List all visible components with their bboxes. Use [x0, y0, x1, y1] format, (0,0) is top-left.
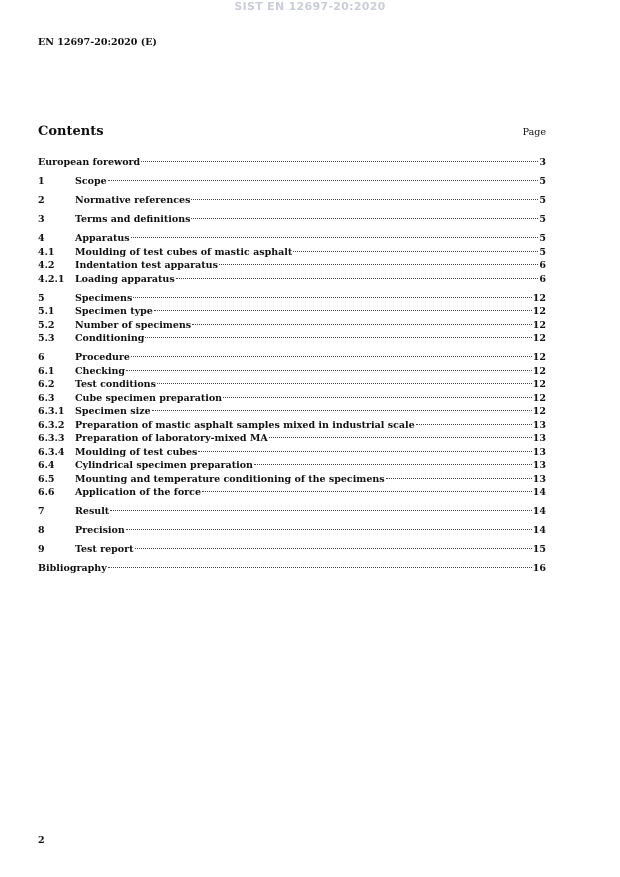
table-of-contents — [38, 156, 546, 576]
dot-leader — [191, 199, 538, 200]
toc-entry-number: 6.1 — [38, 365, 55, 377]
toc-entry-page: 3 — [539, 157, 546, 168]
dot-leader — [131, 356, 532, 357]
dot-leader — [131, 237, 539, 238]
toc-entry-number: 3 — [38, 214, 45, 225]
toc-entry-number: 5.2 — [38, 319, 55, 331]
toc-entry-title: Preparation of laboratory-mixed MA — [75, 433, 268, 444]
dot-leader — [110, 510, 532, 511]
toc-entry-page: 6 — [539, 273, 546, 285]
toc-entry-page: 5 — [539, 246, 546, 258]
toc-entry-number: 6.2 — [38, 379, 55, 390]
toc-entry[interactable] — [38, 305, 546, 319]
toc-entry-title: Moulding of test cubes of mastic asphalt — [75, 246, 293, 258]
toc-entry[interactable] — [38, 459, 546, 473]
dot-leader — [157, 383, 532, 384]
toc-entry-page: 12 — [532, 333, 546, 344]
dot-leader — [416, 424, 532, 425]
toc-entry-number: 6.4 — [38, 460, 55, 471]
toc-entry-number: 6.3 — [38, 392, 55, 404]
toc-entry-number: 5.3 — [38, 333, 55, 344]
toc-entry[interactable] — [38, 194, 546, 208]
toc-entry-page: 14 — [532, 487, 546, 498]
toc-entry[interactable] — [38, 473, 546, 487]
dot-leader — [198, 451, 531, 452]
toc-entry-title: European foreword — [38, 157, 141, 168]
toc-entry[interactable] — [38, 156, 546, 170]
dot-leader — [386, 478, 532, 479]
toc-entry[interactable] — [38, 273, 546, 287]
toc-entry-number: 6 — [38, 352, 45, 363]
toc-entry-number: 2 — [38, 195, 45, 206]
toc-entry-title: Preparation of mastic asphalt samples mixed in industrial scale — [75, 419, 415, 431]
toc-entry-number: 4.2.1 — [38, 273, 65, 285]
document-id-header: EN 12697-20:2020 (E) — [38, 37, 157, 48]
toc-entry[interactable] — [38, 405, 546, 419]
toc-entry[interactable] — [38, 351, 546, 365]
toc-entry-page: 5 — [539, 233, 546, 244]
dot-leader — [126, 370, 532, 371]
toc-entry[interactable] — [38, 213, 546, 227]
toc-entry-title: Checking — [75, 365, 126, 377]
toc-entry[interactable] — [38, 419, 546, 433]
toc-entry-title: Cylindrical specimen preparation — [75, 460, 253, 471]
toc-entry-title: Cube specimen preparation — [75, 392, 223, 404]
dot-leader — [219, 264, 538, 265]
toc-entry-number: 6.6 — [38, 487, 55, 498]
dot-leader — [126, 529, 532, 530]
toc-entry[interactable] — [38, 365, 546, 379]
toc-entry-title: Specimen size — [75, 406, 151, 417]
dot-leader — [152, 410, 532, 411]
dot-leader — [176, 278, 539, 279]
toc-entry-number: 6.3.3 — [38, 433, 65, 444]
toc-entry-number: 5.1 — [38, 306, 55, 317]
toc-entry-page: 12 — [532, 319, 546, 331]
toc-entry-title: Indentation test apparatus — [75, 260, 218, 271]
toc-entry-page: 16 — [532, 563, 546, 574]
toc-entry[interactable] — [38, 486, 546, 500]
toc-entry-title: Normative references — [75, 195, 191, 206]
toc-entry-page: 15 — [532, 544, 546, 555]
page-column-heading: Page — [522, 127, 546, 138]
dot-leader — [141, 161, 538, 162]
toc-entry-number: 5 — [38, 292, 45, 304]
toc-entry-page: 13 — [532, 446, 546, 458]
toc-entry-page: 6 — [539, 260, 546, 271]
dot-leader — [145, 337, 531, 338]
toc-entry-page: 12 — [532, 292, 546, 304]
toc-entry[interactable] — [38, 378, 546, 392]
toc-entry-page: 12 — [532, 352, 546, 363]
toc-entry[interactable] — [38, 259, 546, 273]
toc-entry-title: Scope — [75, 176, 107, 187]
toc-entry-page: 12 — [532, 379, 546, 390]
toc-entry-number: 6.3.2 — [38, 419, 65, 431]
toc-entry[interactable] — [38, 246, 546, 260]
dot-leader — [154, 310, 532, 311]
dot-leader — [254, 464, 532, 465]
toc-entry[interactable] — [38, 292, 546, 306]
toc-entry-title: Specimen type — [75, 306, 153, 317]
toc-entry-title: Procedure — [75, 352, 130, 363]
toc-entry-page: 13 — [532, 419, 546, 431]
toc-entry-number: 6.3.1 — [38, 406, 65, 417]
toc-entry-title: Moulding of test cubes — [75, 446, 198, 458]
toc-entry-title: Result — [75, 506, 110, 517]
toc-entry-page: 5 — [539, 195, 546, 206]
dot-leader — [108, 180, 539, 181]
toc-entry-title: Mounting and temperature conditioning of the specimens — [75, 473, 385, 485]
toc-entry[interactable] — [38, 543, 546, 557]
toc-entry-number: 1 — [38, 176, 45, 187]
dot-leader — [269, 437, 532, 438]
toc-entry-page: 12 — [532, 365, 546, 377]
toc-entry[interactable] — [38, 446, 546, 460]
dot-leader — [223, 397, 532, 398]
dot-leader — [293, 251, 538, 252]
toc-entry-page: 5 — [539, 214, 546, 225]
toc-entry-page: 13 — [532, 460, 546, 471]
toc-entry[interactable] — [38, 319, 546, 333]
toc-entry-number: 6.5 — [38, 473, 55, 485]
toc-entry-page: 12 — [532, 392, 546, 404]
toc-entry[interactable] — [38, 505, 546, 519]
toc-entry[interactable] — [38, 562, 546, 576]
toc-entry-number: 8 — [38, 525, 45, 536]
toc-entry-page: 5 — [539, 176, 546, 187]
dot-leader — [135, 548, 532, 549]
toc-entry-title: Precision — [75, 525, 125, 536]
toc-entry-title: Test conditions — [75, 379, 156, 390]
toc-entry[interactable] — [38, 392, 546, 406]
toc-entry-number: 9 — [38, 544, 45, 555]
toc-entry-page: 12 — [532, 406, 546, 417]
toc-entry-number: 4.1 — [38, 246, 55, 258]
dot-leader — [108, 567, 532, 568]
toc-entry[interactable] — [38, 524, 546, 538]
toc-entry-number: 7 — [38, 506, 45, 517]
toc-entry-title: Conditioning — [75, 333, 145, 344]
toc-entry-page: 12 — [532, 306, 546, 317]
toc-entry[interactable] — [38, 332, 546, 346]
toc-entry-title: Loading apparatus — [75, 273, 175, 285]
toc-entry[interactable] — [38, 175, 546, 189]
dot-leader — [202, 491, 532, 492]
page-number: 2 — [38, 835, 45, 846]
toc-entry-number: 4 — [38, 233, 45, 244]
toc-entry-number: 4.2 — [38, 260, 55, 271]
toc-entry-page: 14 — [532, 525, 546, 536]
toc-entry-title: Application of the force — [75, 487, 201, 498]
toc-entry-title: Test report — [75, 544, 134, 555]
toc-entry-page: 14 — [532, 506, 546, 517]
toc-entry-page: 13 — [532, 433, 546, 444]
toc-entry-title: Bibliography — [38, 563, 107, 574]
toc-entry-title: Terms and definitions — [75, 214, 191, 225]
toc-entry[interactable] — [38, 232, 546, 246]
watermark: SIST EN 12697-20:2020 — [234, 0, 386, 13]
dot-leader — [133, 297, 531, 298]
contents-heading: Contents — [38, 124, 104, 139]
toc-entry-title: Apparatus — [75, 233, 130, 244]
toc-entry-title: Specimens — [75, 292, 133, 304]
toc-entry-page: 13 — [532, 473, 546, 485]
dot-leader — [191, 218, 538, 219]
dot-leader — [192, 324, 532, 325]
toc-entry-title: Number of specimens — [75, 319, 192, 331]
toc-entry[interactable] — [38, 432, 546, 446]
toc-entry-number: 6.3.4 — [38, 446, 65, 458]
